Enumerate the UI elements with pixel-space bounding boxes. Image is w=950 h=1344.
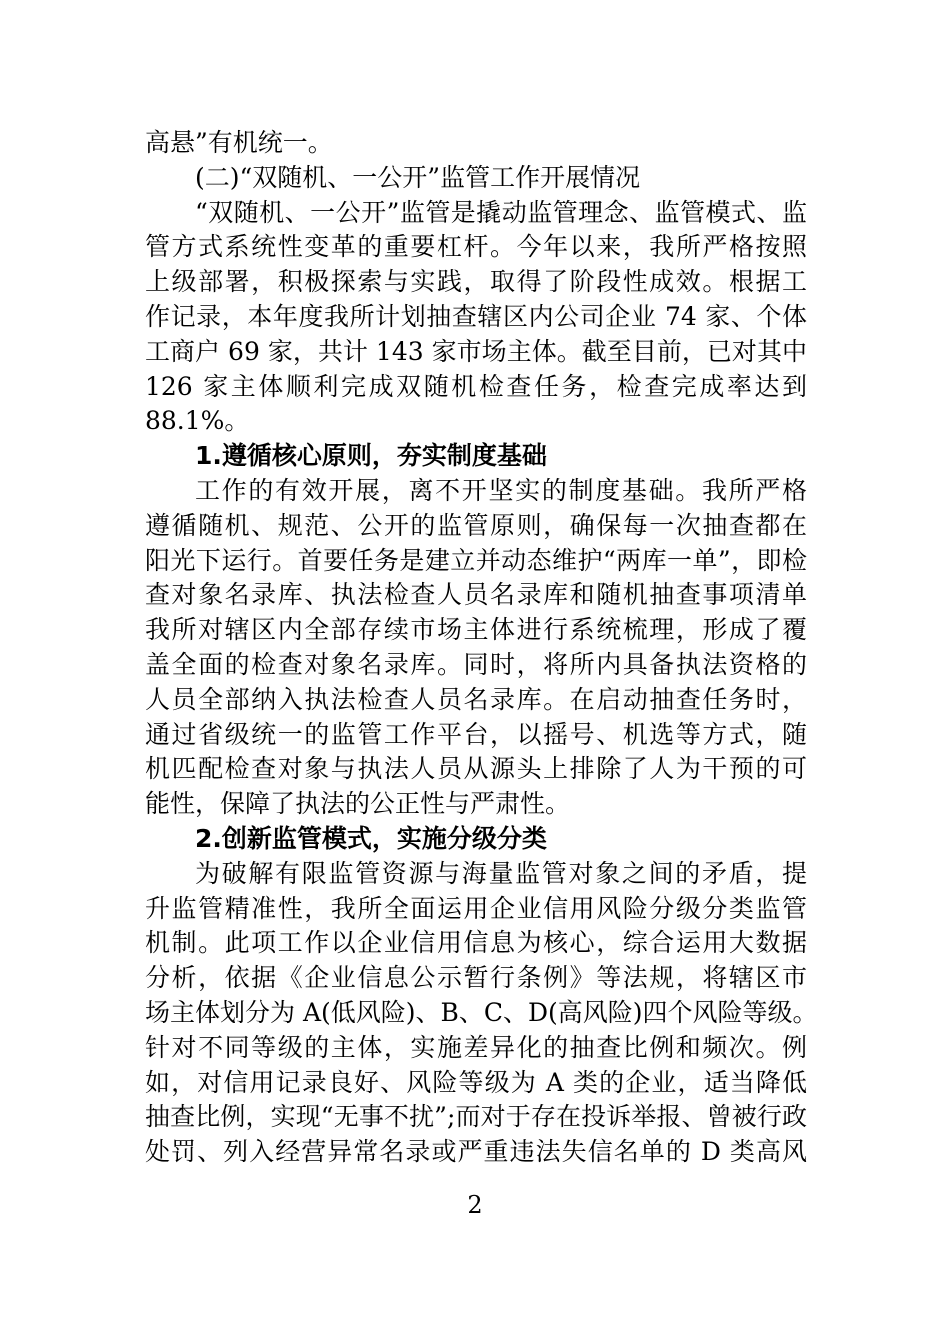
text-line: 我所对辖区内全部存续市场主体进行系统梳理，形成了覆	[145, 615, 807, 645]
text-line: 高悬”有机统一。	[145, 128, 333, 157]
text-line: 工作的有效开展，离不开坚实的制度基础。我所严格	[195, 475, 807, 505]
text-line: 阳光下运行。首要任务是建立并动态维护“两库一单”，即检	[145, 545, 807, 575]
text-line: 工商户 69 家，共计 143 家市场主体。截至目前，已对其中	[145, 336, 807, 366]
text-line: 机匹配检查对象与执法人员从源头上排除了人为干预的可	[145, 754, 807, 784]
text-line: 分析，依据《企业信息公示暂行条例》等法规，将辖区市	[145, 963, 807, 993]
text-line: 场主体划分为 A(低风险)、B、C、D(高风险)四个风险等级。	[145, 997, 818, 1027]
document-body	[145, 126, 818, 1170]
page-number: 2	[467, 1191, 483, 1219]
text-line: 抽查比例，实现“无事不扰”;而对于存在投诉举报、曾被行政	[145, 1102, 807, 1132]
text-line: 能性，保障了执法的公正性与严肃性。	[145, 789, 571, 819]
text-line: 作记录，本年度我所计划抽查辖区内公司企业 74 家、个体	[145, 301, 807, 331]
text-line: 126 家主体顺利完成双随机检查任务，检查完成率达到	[145, 371, 807, 401]
text-line: 为破解有限监管资源与海量监管对象之间的矛盾，提	[195, 858, 807, 888]
text-line: 通过省级统一的监管工作平台，以摇号、机选等方式，随	[145, 719, 807, 749]
text-line: 人员全部纳入执法检查人员名录库。在启动抽查任务时，	[145, 684, 807, 714]
text-line: 遵循随机、规范、公开的监管原则，确保每一次抽查都在	[145, 510, 807, 540]
text-line: 机制。此项工作以企业信用信息为核心，综合运用大数据	[145, 928, 807, 958]
text-line: 盖全面的检查对象名录库。同时，将所内具备执法资格的	[145, 649, 807, 679]
text-line: 88.1%。	[145, 406, 250, 436]
section-heading-line: 1.遵循核心原则，夯实制度基础	[195, 441, 547, 471]
text-line: 查对象名录库、执法检查人员名录库和随机抽查事项清单	[145, 580, 807, 610]
text-line: (二)“双随机、一公开”监管工作开展情况	[195, 162, 641, 192]
text-line: “双随机、一公开”监管是撬动监管理念、监管模式、监	[195, 197, 807, 227]
text-line: 上级部署，积极探索与实践，取得了阶段性成效。根据工	[145, 267, 807, 297]
text-line: 如，对信用记录良好、风险等级为 A 类的企业，适当降低	[145, 1067, 807, 1097]
text-line: 针对不同等级的主体，实施差异化的抽查比例和频次。例	[145, 1032, 807, 1062]
text-line: 升监管精准性，我所全面运用企业信用风险分级分类监管	[145, 893, 807, 923]
text-line: 处罚、列入经营异常名录或严重违法失信名单的 D 类高风	[145, 1137, 807, 1167]
section-heading-line: 2.创新监管模式，实施分级分类	[195, 823, 547, 853]
text-line: 管方式系统性变革的重要杠杆。今年以来，我所严格按照	[145, 232, 807, 262]
